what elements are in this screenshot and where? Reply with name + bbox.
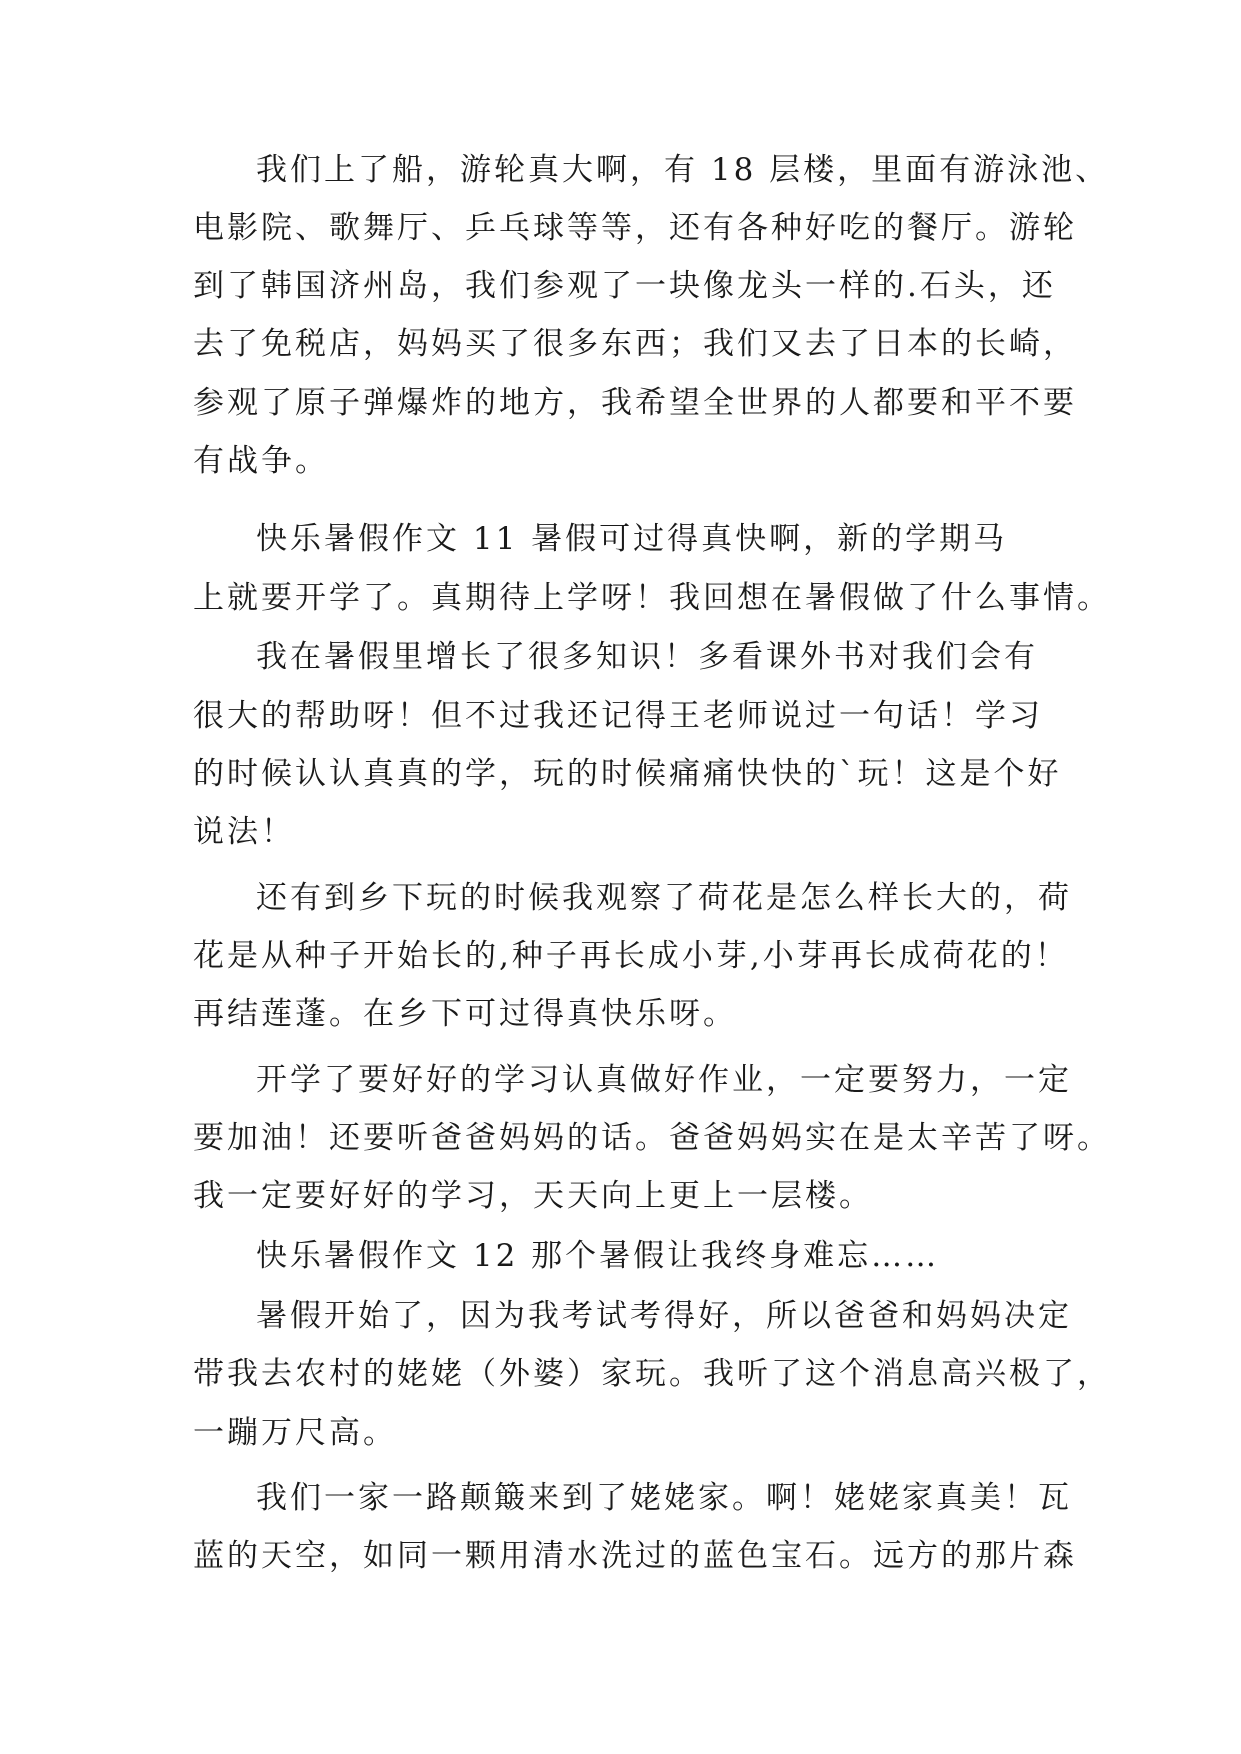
text-line: 电影院、歌舞厅、乒乓球等等，还有各种好吃的餐厅。游轮 <box>193 210 1077 246</box>
text-line: 开学了要好好的学习认真做好作业，一定要努力，一定 <box>256 1062 1072 1098</box>
text-line: 一蹦万尺高。 <box>193 1415 397 1451</box>
text-line: 要加油！还要听爸爸妈妈的话。爸爸妈妈实在是太辛苦了呀。 <box>193 1120 1111 1156</box>
text-line: 带我去农村的姥姥（外婆）家玩。我听了这个消息高兴极了， <box>193 1356 1111 1392</box>
text-line: 到了韩国济州岛，我们参观了一块像龙头一样的.石头，还 <box>193 268 1056 304</box>
text-line: 我在暑假里增长了很多知识！多看课外书对我们会有 <box>256 639 1038 675</box>
text-line: 我们上了船，游轮真大啊，有 18 层楼，里面有游泳池、 <box>256 152 1110 188</box>
text-line: 说法！ <box>193 814 295 850</box>
text-line: 再结莲蓬。在乡下可过得真快乐呀。 <box>193 996 737 1032</box>
text-line: 去了免税店，妈妈买了很多东西；我们又去了日本的长崎， <box>193 326 1077 362</box>
text-line: 我一定要好好的学习，天天向上更上一层楼。 <box>193 1178 873 1214</box>
text-line: 参观了原子弹爆炸的地方，我希望全世界的人都要和平不要 <box>193 385 1077 421</box>
text-line: 蓝的天空，如同一颗用清水洗过的蓝色宝石。远方的那片森 <box>193 1538 1077 1574</box>
essay-heading: 快乐暑假作文 11 暑假可过得真快啊，新的学期马 <box>256 521 1008 557</box>
text-line: 暑假开始了，因为我考试考得好，所以爸爸和妈妈决定 <box>256 1298 1072 1334</box>
text-line: 有战争。 <box>193 443 329 479</box>
text-line: 还有到乡下玩的时候我观察了荷花是怎么样长大的，荷 <box>256 880 1072 916</box>
text-line: 我们一家一路颠簸来到了姥姥家。啊！姥姥家真美！瓦 <box>256 1480 1072 1516</box>
text-line: 很大的帮助呀！但不过我还记得王老师说过一句话！学习 <box>193 698 1043 734</box>
text-line: 上就要开学了。真期待上学呀！我回想在暑假做了什么事情。 <box>193 580 1111 616</box>
text-line: 的时候认认真真的学，玩的时候痛痛快快的`玩！这是个好 <box>193 756 1062 792</box>
essay-heading: 快乐暑假作文 12 那个暑假让我终身难忘…… <box>256 1238 940 1274</box>
text-line: 花是从种子开始长的,种子再长成小芽,小芽再长成荷花的！ <box>193 938 1069 974</box>
